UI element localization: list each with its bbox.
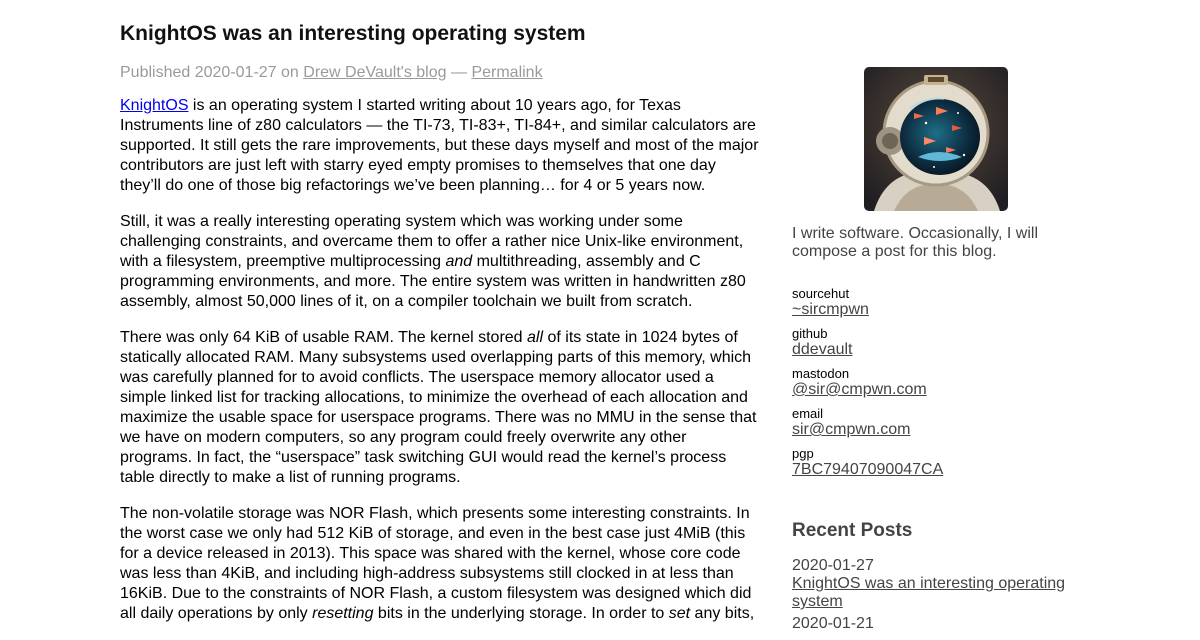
list-item <box>792 557 1082 611</box>
recent-post-date: 2020-01-21 <box>792 615 874 632</box>
paragraph-3-text-b: of its state in 1024 bytes of statically allocated RAM. Many subsystems used overlapping parts of this memory, which was carefully planned for to avoid conflicts. The userspace memory allocator used a simple linked list for tracking allocations, to minimize the overhead of each allocation and maximize the usable space for userspace programs. There was no MMU in the sense that we have on modern computers, so any program could freely overwrite any other programs. In fact, the “userspace” task switching GUI would read the kernel’s process table directly to make a list of running programs. <box>120 329 757 486</box>
knightos-link[interactable]: KnightOS <box>120 97 189 114</box>
recent-posts-list <box>792 557 1082 633</box>
list-item <box>792 615 1082 633</box>
main-column <box>120 20 760 640</box>
email-link[interactable]: sir@cmpwn.com <box>792 421 911 438</box>
link-label: email <box>792 406 824 421</box>
post-meta <box>120 62 760 84</box>
permalink-link[interactable]: Permalink <box>471 64 543 81</box>
link-github <box>792 327 1082 359</box>
profile-links <box>792 287 1082 479</box>
paragraph-1 <box>120 96 760 196</box>
post-content <box>120 96 760 624</box>
paragraph-4-text-b: bits in the underlying storage. In order to <box>373 605 669 622</box>
link-label: github <box>792 326 828 341</box>
paragraph-3 <box>120 328 760 488</box>
sidebar <box>792 67 1082 633</box>
recent-post-link[interactable]: KnightOS was an interesting operating system <box>792 575 1066 610</box>
meta-separator: — <box>450 64 467 81</box>
post-title: KnightOS was an interesting operating system <box>120 22 586 45</box>
recent-post-date: 2020-01-27 <box>792 557 874 574</box>
avatar-image <box>864 67 1008 211</box>
paragraph-4 <box>120 504 760 624</box>
link-label: sourcehut <box>792 286 850 301</box>
paragraph-1-text: is an operating system I started writing about 10 years ago, for Texas Instruments line of z80 calculators — the TI-73, TI-83+, TI-84+, and similar calculators are supported. It still gets the rare improvements, but these days myself and most of the major contributors are just left with starry eyed empty promises to themselves that one day they’ll do one of those big refactorings we’ve been planning… for 4 or 5 years now. <box>120 97 759 194</box>
link-mastodon <box>792 367 1082 399</box>
published-date: Published 2020-01-27 on <box>120 64 299 81</box>
link-email <box>792 407 1082 439</box>
paragraph-3-text-a: There was only 64 KiB of usable RAM. The kernel stored <box>120 329 528 346</box>
paragraph-2-emphasis: and <box>445 253 473 270</box>
paragraph-4-emphasis-2: set <box>668 605 691 622</box>
pgp-link[interactable]: 7BC79407090047CA <box>792 461 944 478</box>
paragraph-2 <box>120 212 760 312</box>
paragraph-2-text-a: Still, it was a really interesting operating system which was working under some challenging constraints, and overcame them to offer a rather nice Unix-like environment, with a filesystem, preemptive multiprocessing <box>120 213 744 270</box>
link-label: pgp <box>792 446 814 461</box>
link-sourcehut <box>792 287 1082 319</box>
paragraph-4-text-a: The non-volatile storage was NOR Flash, which presents some interesting constraints. In the worst case we only had 512 KiB of storage, and even in the best case just 4MiB (this for a device released in 2013). This space was shared with the kernel, whose core code was less than 4KiB, and including high-address subsystems still clocked in at less than 16KiB. Due to the constraints of NOR Flash, a custom filesystem was designed which did all daily operations by only <box>120 505 752 622</box>
paragraph-4-emphasis-1: resetting <box>312 605 374 622</box>
mastodon-link[interactable]: @sir@cmpwn.com <box>792 381 927 398</box>
paragraph-2-text-b: multithreading, assembly and C programming environments, and more. The entire system was written in handwritten z80 assembly, almost 50,000 lines of it, on a compiler toolchain we built from scratch. <box>120 253 746 310</box>
bio-text: I write software. Occasionally, I will compose a post for this blog. <box>792 225 1038 260</box>
blog-link[interactable]: Drew DeVault's blog <box>303 64 447 81</box>
link-label: mastodon <box>792 366 850 381</box>
link-pgp <box>792 447 1082 479</box>
paragraph-4-text-c: any bits, <box>690 605 755 622</box>
paragraph-3-emphasis: all <box>527 329 544 346</box>
github-link[interactable]: ddevault <box>792 341 853 358</box>
sourcehut-link[interactable]: ~sircmpwn <box>792 301 869 318</box>
astronaut-avatar <box>864 67 1008 211</box>
recent-posts-heading: Recent Posts <box>792 520 913 541</box>
